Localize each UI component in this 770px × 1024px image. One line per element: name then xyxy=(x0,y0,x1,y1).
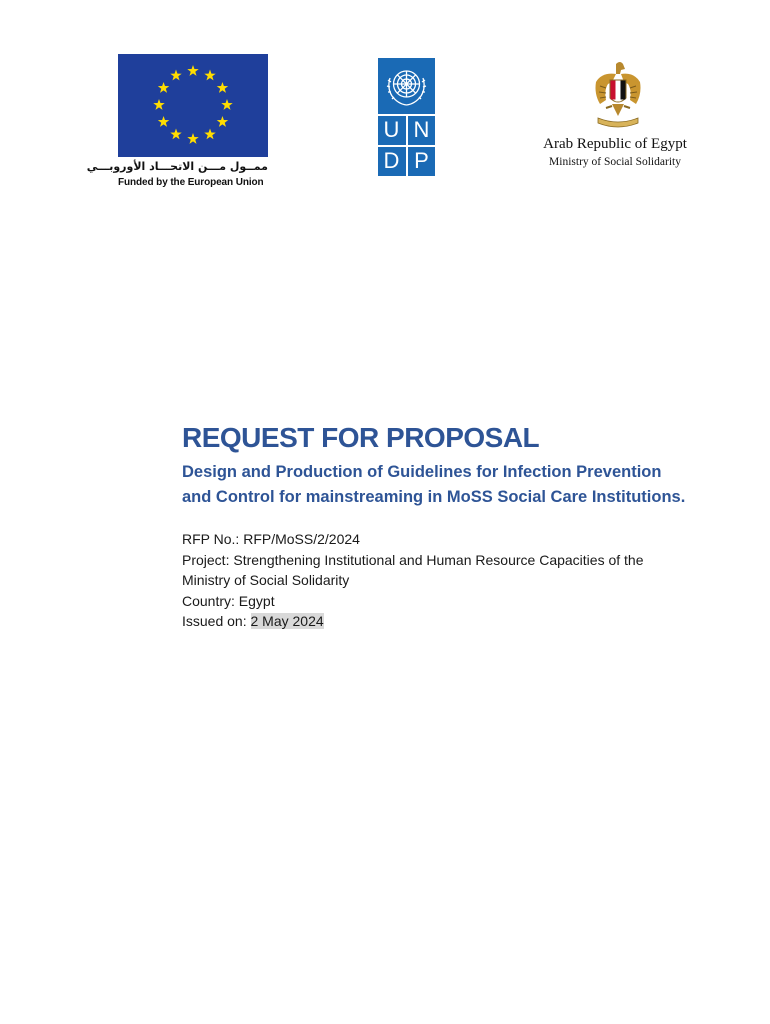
eu-star-icon xyxy=(217,116,228,127)
eu-star-icon xyxy=(158,82,169,93)
undp-logo xyxy=(378,58,435,176)
un-emblem-icon xyxy=(378,58,435,114)
undp-letter-n: N xyxy=(413,117,430,142)
eu-english-caption: Funded by the European Union xyxy=(118,177,264,188)
egypt-title: Arab Republic of Egypt xyxy=(543,136,687,152)
document-metadata xyxy=(182,529,702,632)
subtitle-line: Design and Production of Guidelines for Infection Prevention xyxy=(182,463,662,481)
eu-star-icon xyxy=(170,128,181,139)
eu-star-icon xyxy=(187,65,198,76)
eagle-of-saladin-icon xyxy=(592,60,644,130)
eu-arabic-caption: ممــول مـــن الاتحـــاد الأوروبـــي xyxy=(86,160,268,173)
document-subtitle xyxy=(182,460,722,510)
undp-letter-d: D xyxy=(383,148,400,173)
undp-letter-u: U xyxy=(383,117,400,142)
issued-label: Issued on: xyxy=(182,613,251,629)
undp-grid-line xyxy=(406,116,408,176)
eu-star-icon xyxy=(158,116,169,127)
country: Country: Egypt xyxy=(182,592,275,609)
eu-star-icon xyxy=(170,70,181,81)
eu-star-icon xyxy=(187,133,198,144)
undp-letter-p: P xyxy=(414,148,429,173)
rfp-number: RFP No.: RFP/MoSS/2/2024 xyxy=(182,531,360,547)
eu-star-icon xyxy=(153,99,164,110)
eu-star-icon xyxy=(221,99,232,110)
issued-on xyxy=(182,611,702,632)
eu-logo xyxy=(86,54,268,194)
issued-date: 2 May 2024 xyxy=(250,613,324,629)
document-title: REQUEST FOR PROPOSAL xyxy=(182,422,540,453)
egypt-logo xyxy=(530,60,700,175)
eu-star-icon xyxy=(204,70,215,81)
undp-letter-grid xyxy=(378,116,435,176)
project-line: Ministry of Social Solidarity xyxy=(182,572,350,588)
project-line: Project: Strengthening Institutional and Human Resource Capacities of the xyxy=(182,551,644,568)
eu-star-icon xyxy=(204,128,215,139)
subtitle-line: and Control for mainstreaming in MoSS Social Care Institutions. xyxy=(182,488,686,506)
egypt-ministry: Ministry of Social Solidarity xyxy=(549,156,681,168)
eu-flag-icon xyxy=(118,54,268,157)
eu-star-icon xyxy=(217,82,228,93)
